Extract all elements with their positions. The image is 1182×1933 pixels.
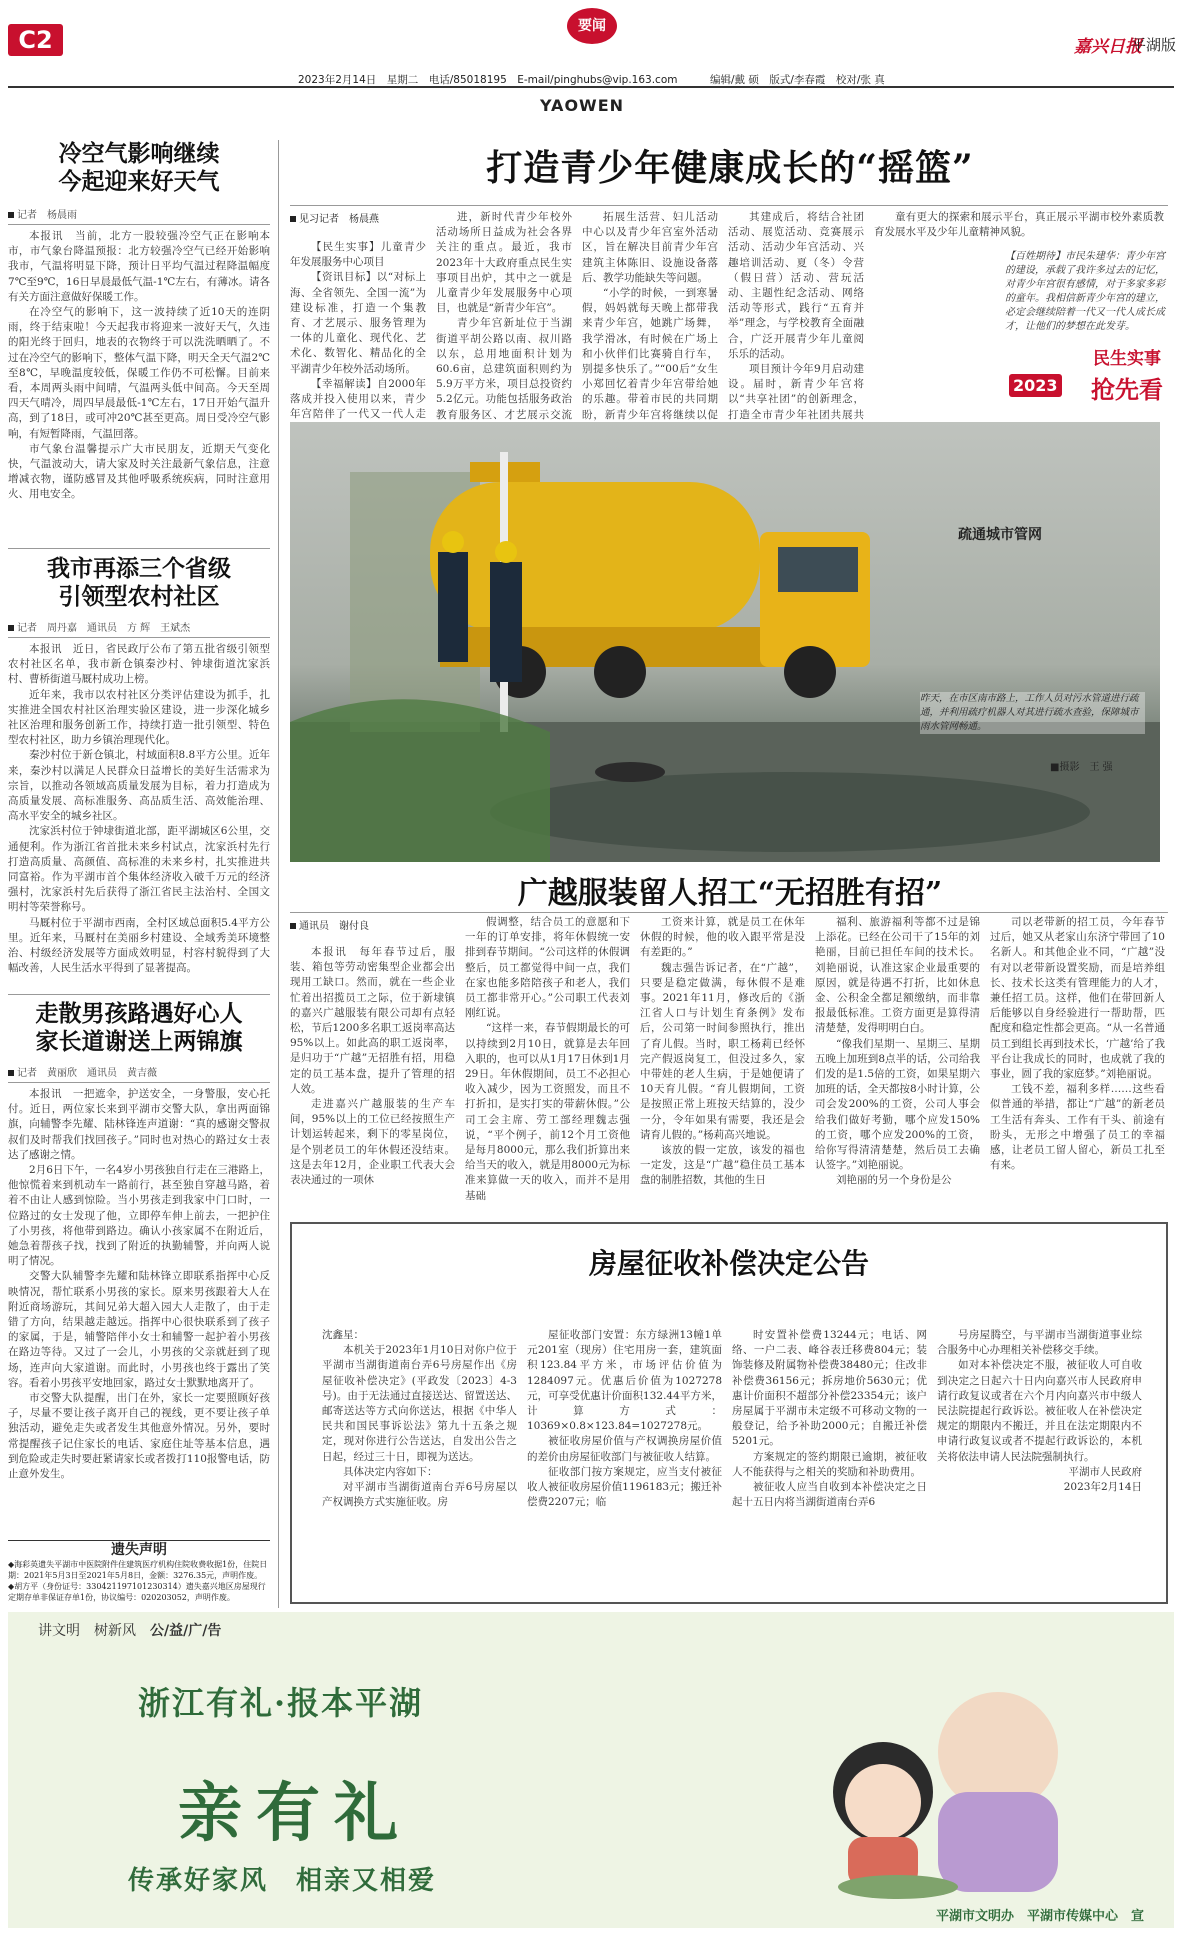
manhole [595, 762, 665, 782]
byline: 记者 杨晨雨 [8, 206, 270, 225]
expropriation-notice [290, 1222, 1168, 1604]
truck-wheel [594, 646, 646, 698]
public-service-ad [8, 1612, 1174, 1928]
photo-title: 疏通城市管网 [958, 527, 1042, 543]
column-divider [278, 140, 279, 1608]
truck-wheel [784, 646, 836, 698]
byline: 见习记者 杨晨燕 [290, 210, 379, 225]
notice-column: 沈鑫星： 本机关于2023年1月10日对你户位于平湖市当湖街道南台弄6号房屋作出《房屋征收补偿决定》(平政发〔2023〕4-3号)。由于无法通过直接送达、留置送达、邮寄送达等方式向你送达，根据《中华人民共和国民事诉讼法》第九十五条之规定，现对你进行公告送达，自发出公告之日起，经过三十日，即视为送达。 具体决定内容如下： 对平湖市当湖街道南台弄6号房屋以产权调换方式实施征收。房 [322, 1329, 517, 1509]
text-column: 【民生实事】儿童青少年发展服务中心项目 【资讯目标】以“对标上海、全省领先、全国一流”为建设标准，打造一个集教育、才艺展示、服务管理为一体的儿童化、现代化、艺术化、数智化、精品化的全平湖青少年校外活动场所。 【幸福解读】自2000年落成并投入使用以来，青少年宫陪伴了一代又一代人走 [290, 241, 426, 421]
header-rule [8, 86, 1174, 88]
divider [8, 548, 270, 549]
text-column: 司以老带新的招工员，今年春节过后，她又从老家山东济宁带回了10名新人。和其他企业不同，“广越”没有对以老带新设置奖励，而是培养组长、技术长这类有管理能力的人才，兼任招工员。这样，他们在带回新人后能够以自身经验进行一帮助帮，匹配度和稳定性都会更高。“从一名普通员工到组长再到技术长，‘广越’给了我平台让我成长的同时，也成就了我的事业，圆了我的家庭梦。”刘艳丽说。 工钱不差，福利多样……这些看似普通的举措，都让“广越”的新老员工生活有奔头、工作有干头、前途有盼头，无形之中增强了员工的幸福感，让老员工留人留心，新员工扎至有来。 [990, 916, 1165, 1172]
byline: 通讯员 谢付良 [290, 917, 369, 932]
date-line: 2023年2月14日 星期二 电话/85018195 E-mail/pinghubs@vip.163.com [298, 74, 678, 86]
divider [290, 912, 1168, 913]
headline-yaolan: 打造青少年健康成长的“摇篮” [486, 147, 974, 189]
worker [490, 562, 522, 682]
text-column: 本报讯 每年春节过后，服装、箱包等劳动密集型企业都会出现用工缺口。然而，就在一些企业忙着出招揽员工之际，位于新埭镇的嘉兴广越服装有限公司却有点轻松，节后1200多名职工返岗率高达95%以上。如此高的职工返岗率，是归功于“广越”无招胜有招，用稳定的员工基本盘，提升了管理的招人效。 走进嘉兴广越服装的生产车间，95%以上的工位已经按照生产计划运转起来，剩下的零星岗位，是个别老员工的年休假还没结束。这是去年12月，企业职工代表大会表决通过的一项休 [290, 946, 455, 1187]
ad-sponsors: 平湖市文明办 平湖市传媒中心 宣 [935, 1909, 1144, 1924]
article-body: 本报讯 近日，省民政厅公布了第五批省级引领型农村社区名单，我市新仓镇秦沙村、钟埭街道沈家浜村、曹桥街道马厩村成功上榜。 近年来，我市以农村社区分类评估建设为抓手，扎实推进全国农村社区治理实验区建设，进一步深化城乡社区治理和服务创新工作，持续打造一批引领型、特色型农村社区，助力乡镇治理现代化。 秦沙村位于新仓镇北，村域面积8.8平方公里。近年来，秦沙村以满足人民群众日益增长的美好生活需求为宗旨，以推动各领域高质量发展为目标，着力打造成为高质量发展、高标准服务、高品质生活、高效能治理、高水平安全的城乡社区。 沈家浜村位于钟埭街道北部，距平湖城区6公里，交通便利。作为浙江省首批未来乡村试点，沈家浜村先行打造高质量、高颜值、高标准的未来乡村，扎实推进共同富裕。作为平湖市首个集体经济收入破千万元的经济强村，沈家浜村先后获得了浙江省民主法治村、全国文明村等荣誉称号。 马厩村位于平湖市西南，全村区域总面积5.4平方公里。近年来，马厩村在美丽乡村建设、全域秀美环境整治、村级经济发展等方面成效明显，村容村貌得到了大幅改善，人民生活水平得到了显著提高。 [8, 643, 270, 975]
text-column: 拓展生活营、妇儿活动中心以及青少年宫室外活动区，旨在解决目前青少年宫建筑主体陈旧、设施设备落后、教学功能缺失等问题。 “小学的时候，一到寒暑假，妈妈就每天晚上都带我来青少年宫，她跳广场舞，我学滑冰，有时候在广场上和小伙伴们比赛骑自行车，别提多快乐了。”“00后”女生小郑回忆着青少年宫带给她的乐趣。带着市民的共同期盼，新青少年宫将继续以促 [582, 211, 718, 421]
photo-credit: ■摄影 王 强 [1050, 762, 1113, 773]
article-lost-boy [8, 1000, 270, 1536]
badge-big-text: 抢先看 [1091, 376, 1163, 404]
livelihood-badge [1005, 342, 1165, 414]
article-body: 本报讯 一把遮伞，护送安全，一身警服，安心托付。近日，两位家长来到平湖市交警大队，拿出两面锦旗，向辅警李先耀、陆林锋连声道谢：“真的感谢交警叔叔们及时帮我们找回孩子。”同时也对热心的路过女士表达了感谢之情。 2月6日下午，一名4岁小男孩独自行走在三港路上，他惊慌着来到机动车一路前行，甚至独自穿越马路，着着不由让人感到惊险。当小男孩走到我家中门口时，一位路过的女士发现了他，立即停车伸上前去，一把护住了小男孩，将他带到路边。确认小孩家属不在附近后，她急着帮孩子找，找到了附近的执勤辅警，并向两人说明了情况。 交警大队辅警李先耀和陆林锋立即联系指挥中心反映情况，帮忙联系小男孩的家长。原来男孩跟着大人在附近商场游玩，其间兄弟大超入园大人走散了，由于走错了方向，结果越走越远。指挥中心很快联系到了孩子的家属，于是，辅警陪伴小女士和辅警一起护着小男孩在路边等待。又过了一会儿，小男孩的父亲就赶到了现场，连声向大家道谢。而此时，小男孩也终于露出了笑容。看着小男孩平安地回家，路过女士默默地离开了。 市交警大队提醒，出门在外，家长一定要照顾好孩子，尽量不要让孩子离开自己的视线，更不要让孩子单独活动，避免走失或者发生其他意外情况。另外，要时常提醒孩子记住家长的电话、家庭住址等基本信息，遇到危险或走失时要赶紧请家长或者拨打110报警电话，防止意外发生。 [8, 1088, 270, 1481]
section-en: YAOWEN [540, 96, 625, 115]
notice-column: 号房屋腾空，与平湖市当湖街道事业综合服务中心办理相关补偿移交手续。 如对本补偿决定不服，被征收人可自收到决定之日起六十日内向嘉兴市人民政府申请行政复议或者在六个月内向嘉兴市中级人民法院提起行政诉讼。被征收人在补偿决定规定的期限内不搬迁，并且在法定期限内不申请行政复议或者不提起行政诉讼的，本机关将依法申请人民法院强制执行。 平湖市人民政府 2023年2月14日 [937, 1329, 1142, 1494]
article-rural-community [8, 555, 270, 992]
lost-notice-item: ◆海彩英遗失平湖市中医院附件住建筑医疗机构住院收费收据1份，住院日期：2021年5月3日至2021年5月8日，金额：3276.35元，声明作废。 [8, 1560, 268, 1580]
text-column: 工资来计算，就是员工在休年休假的时候，他的收入跟平常是没有差距的。” 魏志强告诉记者，在“广越”，只要是稳定做满，每休假不是难事。2021年11月，修改后的《浙江省人口与计划生育条例》发布后，公司第一时间参照执行，推出了育儿假。当时，职工杨莉已经怀完产假返岗复工，但没过多久，家中带娃的老人生病，于是她便请了10天育儿假。“育儿假期间，工资是按照正常上班按天结算的，没少一分，令年如果有需要，我还是会请育儿假的。”杨莉高兴地说。 该放的假一定放，该发的福也一定发，这是“广越”稳住员工基本盘的制胜招数，其他的生日 [640, 916, 805, 1187]
text-column: 假调整，结合员工的意愿和下一年的订单安排，将年休假统一安排到春节期间。“公司这样的休假调整后，员工都觉得中间一点，我们在家也能多陪陪孩子和老人，我们员工都非常开心。”公司职工代表刘刚红说。 “这样一来，春节假期最长的可以持续到2月10日，就算是去年回入职的，也可以从1月17日休到1月29日。年休假期间，员工不必担心收入减少，因为工资照发，而且不打折扣，是实打实的带薪休假。”公司工会主席、劳工部经理魏志强说，“平个例子，前12个月工资他是每月8000元，那么我们折算出来给当天的收入，就是用8000元为标准来算做一天的收入，而并不是用基础 [465, 916, 630, 1202]
sewer-truck-scene [290, 422, 1160, 862]
text-column: 福利、旅游福利等都不过是锦上添花。已经在公司干了15年的刘艳丽，目前已担任车间的技术长。刘艳丽说，认准这家企业最重要的原因，就是待遇不打折，比如休息金、公积金全都足额缴纳，而非靠报最低标准。工资方面更是算得清清楚楚，发得明明白白。 “像我们星期一、星期三、星期五晚上加班到8点半的话，公司给我们发的是1.5倍的工资，如果星期六加班的话，全天都按8小时计算，公司会发200%的工资，公司人事会给我们做好考勤，哪个应发150%的工资，哪个应发200%的工资，给你写得清清楚楚，然后员工去确认签字。”刘艳丽说。 刘艳丽的另一个身份是公 [815, 916, 980, 1187]
byline: 记者 黄丽欣 通讯员 黄吉薇 [8, 1064, 270, 1083]
headline-guangyue: 广越服装留人招工“无招胜有招” [517, 876, 943, 911]
lost-notice-box [8, 1540, 270, 1602]
citizen-quote: 【百姓期待】市民朱建华：青少年宫的建设，承载了我许多过去的记忆，对青少年宫很有感情，对于多家多彩的童年。我相信新青少年宫的建立，必定会继续陪着一代又一代人成长成才，让他们的梦想在此发芽。 [1005, 251, 1165, 332]
page-number-tag: C2 [8, 24, 63, 56]
article-title-line: 今起迎来好天气 [58, 168, 220, 195]
divider [8, 994, 270, 995]
truck-tank [430, 482, 760, 632]
text-column: 进，新时代青少年校外活动场所日益成为社会各界关注的重点。最近，我市2023年十大政府重点民生实事项目出炉，其中之一就是儿童青少年发展服务中心项目，也就是“新青少年宫”。 青少年宫新址位于当湖街道平胡公路以南、叔川路以东，总用地面积计划为60.6亩，总建筑面积则约为5.9万平方米，项目总投资约5.2亿元。功能包括服务政治教育服务区、才艺展示交流 [436, 211, 572, 421]
ad-slogan-top: 浙江有礼·报本平湖 [138, 1684, 424, 1722]
byline: 记者 周丹嘉 通讯员 方 辉 王斌杰 [8, 619, 270, 638]
badge-year: 2023 [1009, 374, 1062, 397]
article-body: 本报讯 当前，北方一股较强冷空气正在影响本市，市气象台降温预报：北方较强冷空气已经开始影响我市，气温将明显下降，预计日平均气温过程降温幅度7℃至9℃，16日早晨最低气温-1℃左右，有薄冰。请各有关方面注意做好保暖工作。 在冷空气的影响下，这一波持续了近10天的连阴雨，终于结束啦！今天起我市将迎来一波好天气，久违的阳光终于回归，地表的衣物终于可以洗洗晒晒了。不过在冷空气的影响下，整体气温下降，明天全天气温2℃至8℃，早晚温度较低，保暖工作仍不可松懈。目前来看，本周两头雨中间晴，气温两头低中间高。今天至周四天气晴冷，周四早晨最低-1℃左右，17日开始气温升高，到了18日，或可冲20℃甚至更高。周日受冷空气影响，有短暂降雨，气温回落。 市气象台温馨提示广大市民朋友，近期天气变化快，气温波动大，请大家及时关注最新气象信息，注意增减衣物，谨防感冒及其他呼吸系统疾病，同时注意用火、用电安全。 [8, 230, 270, 501]
article-title-line: 引领型农村社区 [58, 583, 220, 610]
text-column: 其建成后，将结合社团活动、展览活动、竞赛展示活动、活动少年宫活动、兴趣培训活动、夏（冬）令营（假日营）活动、营玩活动、主题性纪念活动、网络活动等形式，践行“五育并举”理念，与学校教育全面融合，广泛开展青少年儿童阅乐乐的活动。 项目预计今年9月启动建设。届时，新青少年宫将以“共享社团”的创新理念，打造全市青少年社团共展共 [728, 211, 864, 421]
ad-slogan-bottom: 传承好家风 相亲又相爱 [128, 1866, 437, 1896]
lost-notice-title: 遗失声明 [111, 1542, 167, 1558]
editors-line: 编辑/戴 硕 版式/李春霞 校对/张 真 [710, 74, 885, 86]
article-cold-air [8, 140, 270, 545]
ad-tag: 讲文明 树新风 公/益/广/告 [38, 1623, 222, 1639]
notice-column: 屋征收部门安置：东方绿洲13幢1单元201室（现房）住宅用房一套，建筑面积123.84平方米，市场评估价值为1284097元。优惠后价值为1027278元，可享受优惠计价面积132.44平方米，计算方式：10369×0.8×123.84=1027278元。 被征收房屋价值与产权调换房屋价值的差价由房屋征收部门与被征收人结算。 征收部门按方案规定，应当支付被征收人被征收房屋价值1196183元；搬迁补偿费2207元；临 [527, 1329, 722, 1509]
badge-small-text: 民生实事 [1093, 349, 1161, 369]
photo-caption: 昨天，在市区南市路上，工作人员对污水管道进行疏通，并利用疏疗机器人对其进行疏水查验，保障城市雨水管网畅通。 [920, 692, 1145, 734]
ad-big-title: 亲有礼 [178, 1776, 412, 1851]
article-title-line: 我市再添三个省级 [47, 555, 231, 582]
ad-illustration [668, 1642, 1088, 1902]
worker [438, 552, 468, 662]
notice-title: 房屋征收补偿决定公告 [588, 1247, 869, 1280]
article-title-line: 家长道谢送上两锦旗 [35, 1028, 243, 1055]
notice-column: 时安置补偿费13244元；电话、网络、一户二表、峰谷表迁移费804元；装饰装修及附属物补偿费38480元；住改非补偿费36156元；拆房地价5630元；优惠计价面积不超部分补偿23354元；该户房屋属于平湖市未定级不可移动文物的一般登记，给予补助2000元；自搬迁补偿5201元。 方案规定的签约期限已逾期，被征收人不能获得与之相关的奖励和补助费用。 被征收人应当自收到本补偿决定之日起十五日内将当湖街道南台弄6 [732, 1329, 927, 1509]
sewer-photo [290, 422, 1160, 862]
article-title-line: 冷空气影响继续 [58, 140, 220, 167]
lost-notice-item: ◆胡方平（身份证号：330421197101230314）遗失嘉兴地区房屋现行定期存单非保证存单1份，协议编号：020203052，声明作废。 [8, 1582, 266, 1602]
divider [290, 205, 1168, 206]
text-column: 童有更大的探索和展示平台，真正展示平湖市校外素质教育发展水平及少年儿童精神风貌。 [874, 211, 1164, 239]
brand-logo: 嘉兴日报 [1074, 37, 1142, 57]
section-badge: 要闻 [567, 8, 617, 44]
edition-label: 平湖版 [1130, 36, 1176, 54]
article-title-line: 走散男孩路遇好心人 [35, 1000, 243, 1027]
